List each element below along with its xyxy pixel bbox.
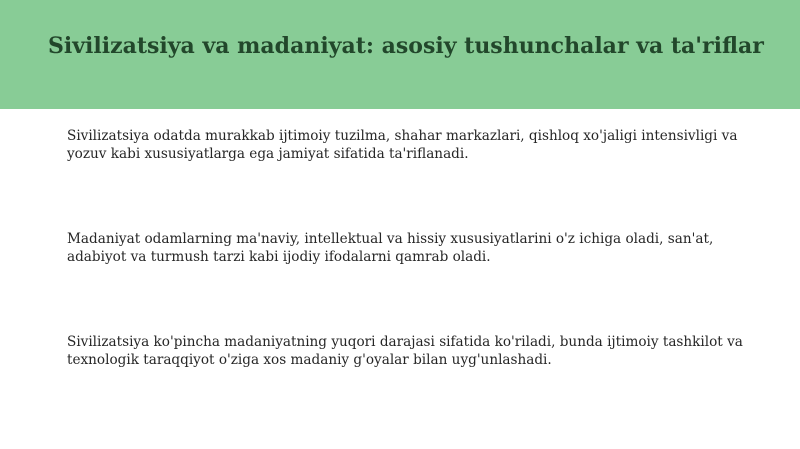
paragraph-culture-definition: Madaniyat odamlarning ma'naviy, intellektual va hissiy xususiyatlarini o'z ichiga oladi, san'at, adabiyot va turmush tarzi kabi ijodiy ifodalarni qamrab oladi. xyxy=(67,231,714,265)
slide-title: Sivilizatsiya va madaniyat: asosiy tushunchalar va ta'riflar xyxy=(48,33,764,59)
paragraph-civilization-culture-relation: Sivilizatsiya ko'pincha madaniyatning yuqori darajasi sifatida ko'riladi, bunda ijtimoiy tashkilot va texnologik taraqqiyot o'ziga xos madaniy g'oyalar bilan uyg'unlashadi. xyxy=(67,334,743,368)
paragraph-civilization-definition: Sivilizatsiya odatda murakkab ijtimoiy tuzilma, shahar markazlari, qishloq xo'jaligi intensivligi va yozuv kabi xususiyatlarga ega jamiyat sifatida ta'riflanadi. xyxy=(67,128,738,162)
